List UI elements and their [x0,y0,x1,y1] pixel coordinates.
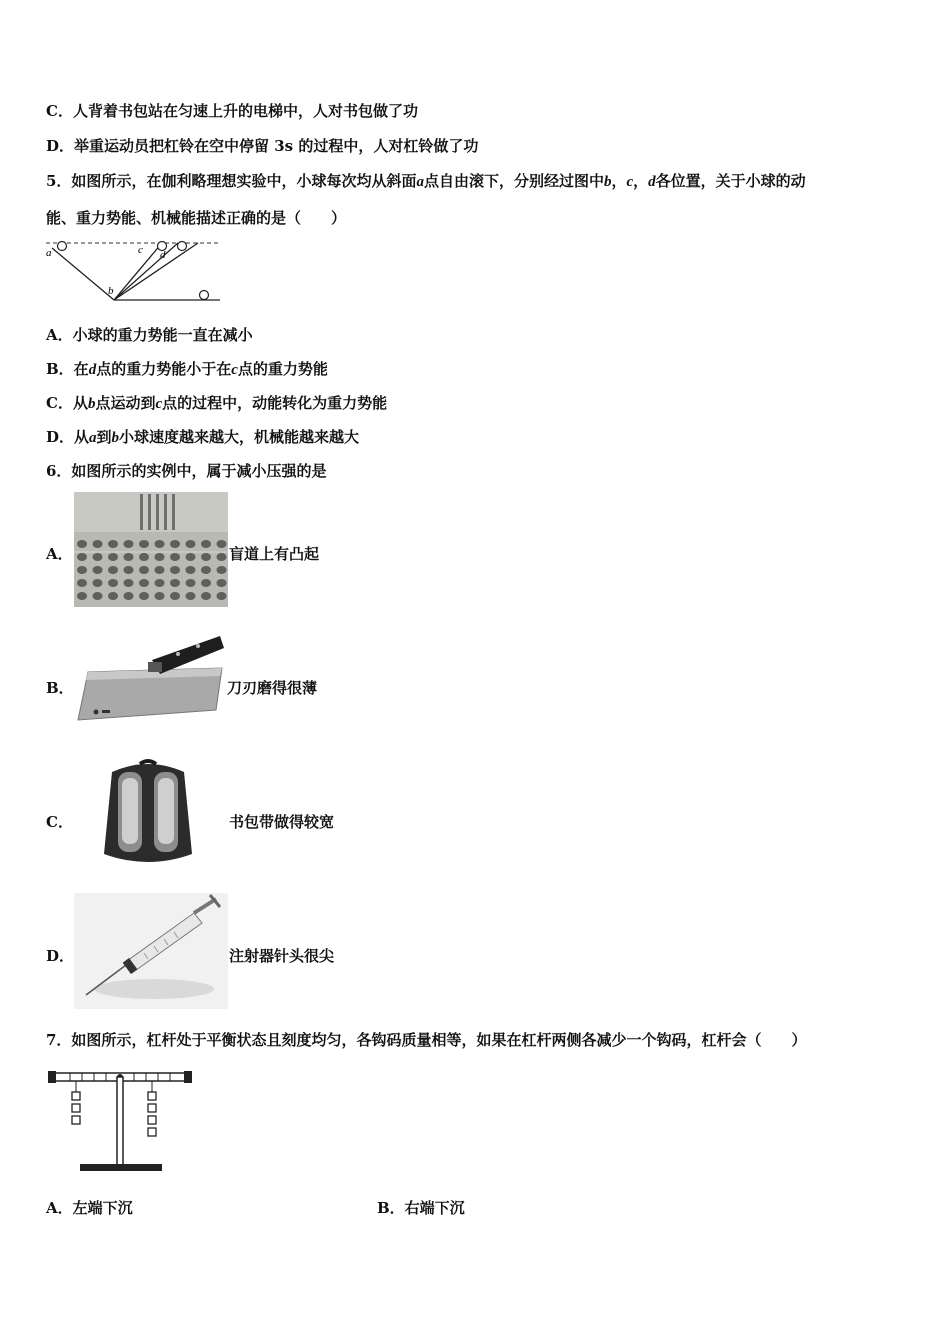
paving-dot [186,566,196,574]
paving-dot [155,540,165,548]
paving-dot [186,579,196,587]
q5-option-a: A．小球的重力势能一直在减小 [46,326,253,344]
paving-dot [170,540,180,548]
paving-dot [124,579,134,587]
paving-dot [170,553,180,561]
paving-dot [170,579,180,587]
q6-option-c-text: 书包带做得较宽 [229,813,335,831]
q6-stem: 6．如图所示的实例中，属于减小压强的是 [46,462,327,480]
paving-dot [93,540,103,548]
paving-dot [124,553,134,561]
paving-dot [155,579,165,587]
paving-dot [139,540,149,548]
q6-option-d-text: 注射器针头很尖 [229,947,335,965]
label-b: b [108,285,114,297]
paving-dot [201,540,211,548]
paving-dot [217,592,227,600]
paving-dot [217,553,227,561]
paving-dot [217,540,227,548]
paving-dot [186,540,196,548]
paving-dot [77,540,87,548]
paving-dot [93,592,103,600]
q7-stem: 7．如图所示，杠杆处于平衡状态且刻度均匀，各钩码质量相等，如果在杠杆两侧各减少一个钩码，杠杆会（ ） [46,1031,807,1049]
paving-dot [108,540,118,548]
label-d: d [160,249,166,261]
q5-stem-line2: 能、重力势能、机械能描述正确的是（ ） [46,209,347,227]
paving-dot [124,566,134,574]
lever-balance-diagram [46,1066,194,1176]
paving-dot [124,592,134,600]
paving-dot [155,553,165,561]
q6-option-d-letter: D． [46,947,75,965]
galileo-ramp-diagram [44,236,224,306]
label-a: a [46,247,52,259]
paving-dot [77,566,87,574]
syringe-photo [74,893,228,1009]
paving-dot [186,592,196,600]
tactile-paving-photo [74,492,228,607]
paving-dot [108,566,118,574]
paving-dot [139,553,149,561]
paving-dot [77,592,87,600]
paving-dot [186,553,196,561]
q5-stem-line1: 5．如图所示，在伽利略理想实验中，小球每次均从斜面a点自由滚下，分别经过图中b，c，d各位置，关于小球的动 [46,172,806,190]
paving-dot [139,579,149,587]
q5-option-b: B．在d点的重力势能小于在c点的重力势能 [46,360,328,378]
q5-option-d: D．从a到b小球速度越来越大，机械能越来越大 [46,428,360,446]
paving-dot [155,592,165,600]
paving-dot [108,579,118,587]
paving-dot [93,566,103,574]
paving-dot [201,592,211,600]
q6-option-b-text: 刀刃磨得很薄 [227,679,318,697]
paving-dot [170,566,180,574]
q6-option-b-letter: B． [46,679,74,697]
q4-option-d: D．举重运动员把杠铃在空中停留 3s 的过程中，人对杠铃做了功 [46,137,479,155]
backpack-photo [96,758,200,870]
paving-dot [201,553,211,561]
paving-dot [155,566,165,574]
q7-option-b: B．右端下沉 [377,1199,465,1217]
paving-dot [93,579,103,587]
paving-dot [201,566,211,574]
q5-option-c: C．从b点运动到c点的过程中，动能转化为重力势能 [46,394,388,412]
paving-dot [77,579,87,587]
cleaver-knife-photo [74,632,228,724]
q6-option-c-letter: C． [46,813,73,831]
paving-dot [170,592,180,600]
paving-dot [217,566,227,574]
paving-dot [108,553,118,561]
paving-dot [139,566,149,574]
q4-option-c: C．人背着书包站在匀速上升的电梯中，人对书包做了功 [46,102,418,120]
paving-dot [139,592,149,600]
q6-option-a-letter: A． [46,545,73,563]
label-c: c [138,244,143,256]
paving-dot [124,540,134,548]
paving-dot [108,592,118,600]
paving-dot [201,579,211,587]
paving-dot [217,579,227,587]
q6-option-a-text: 盲道上有凸起 [229,545,320,563]
q7-option-a: A．左端下沉 [46,1199,133,1217]
paving-dot [77,553,87,561]
paving-dot [93,553,103,561]
